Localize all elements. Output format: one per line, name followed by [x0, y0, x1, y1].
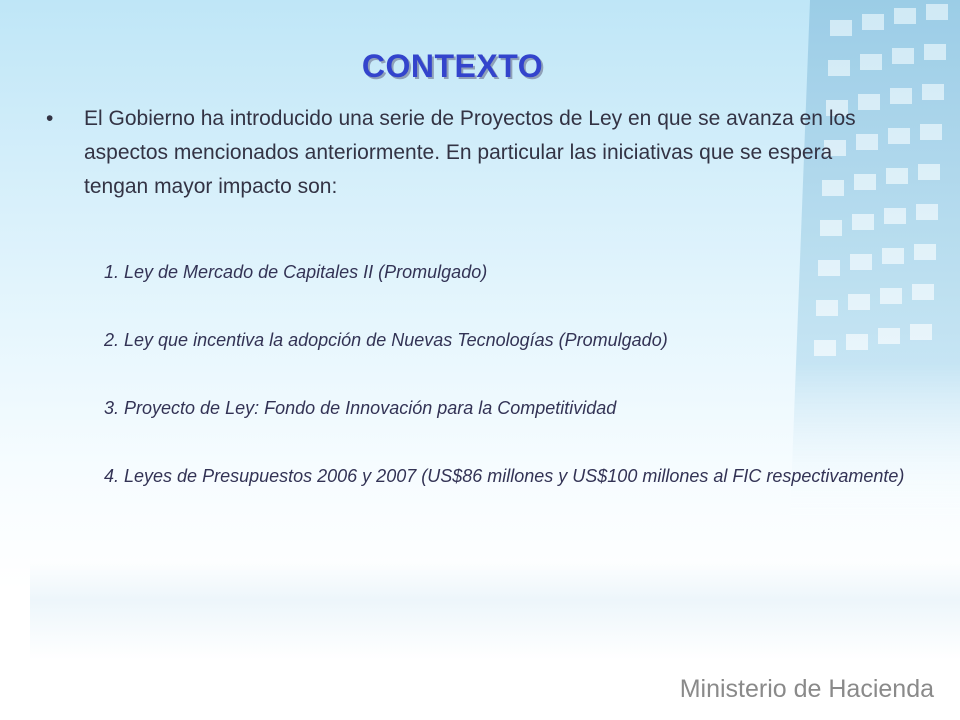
list-item: 3. Proyecto de Ley: Fondo de Innovación para la Competitividad — [104, 398, 617, 418]
intro-text: El Gobierno ha introducido una serie de Proyectos de Ley en que se avanza en los aspectos mencionados anteriormente. En particular las iniciativas que se espera tengan mayor impacto son: — [84, 107, 856, 198]
ministry-logo-text: Ministerio de Hacienda — [679, 675, 934, 703]
list-item: 4. Leyes de Presupuestos 2006 y 2007 (US$86 millones y US$100 millones al FIC respectivamente) — [104, 466, 905, 486]
bullet-dot: • — [46, 107, 54, 130]
slide-title: CONTEXTO — [361, 48, 544, 84]
list-item: 2. Ley que incentiva la adopción de Nuevas Tecnologías (Promulgado) — [104, 330, 668, 350]
initiatives-list — [104, 256, 936, 528]
background-shade — [30, 560, 960, 660]
list-item: 1. Ley de Mercado de Capitales II (Promulgado) — [104, 262, 488, 282]
intro-bullet — [46, 102, 896, 204]
